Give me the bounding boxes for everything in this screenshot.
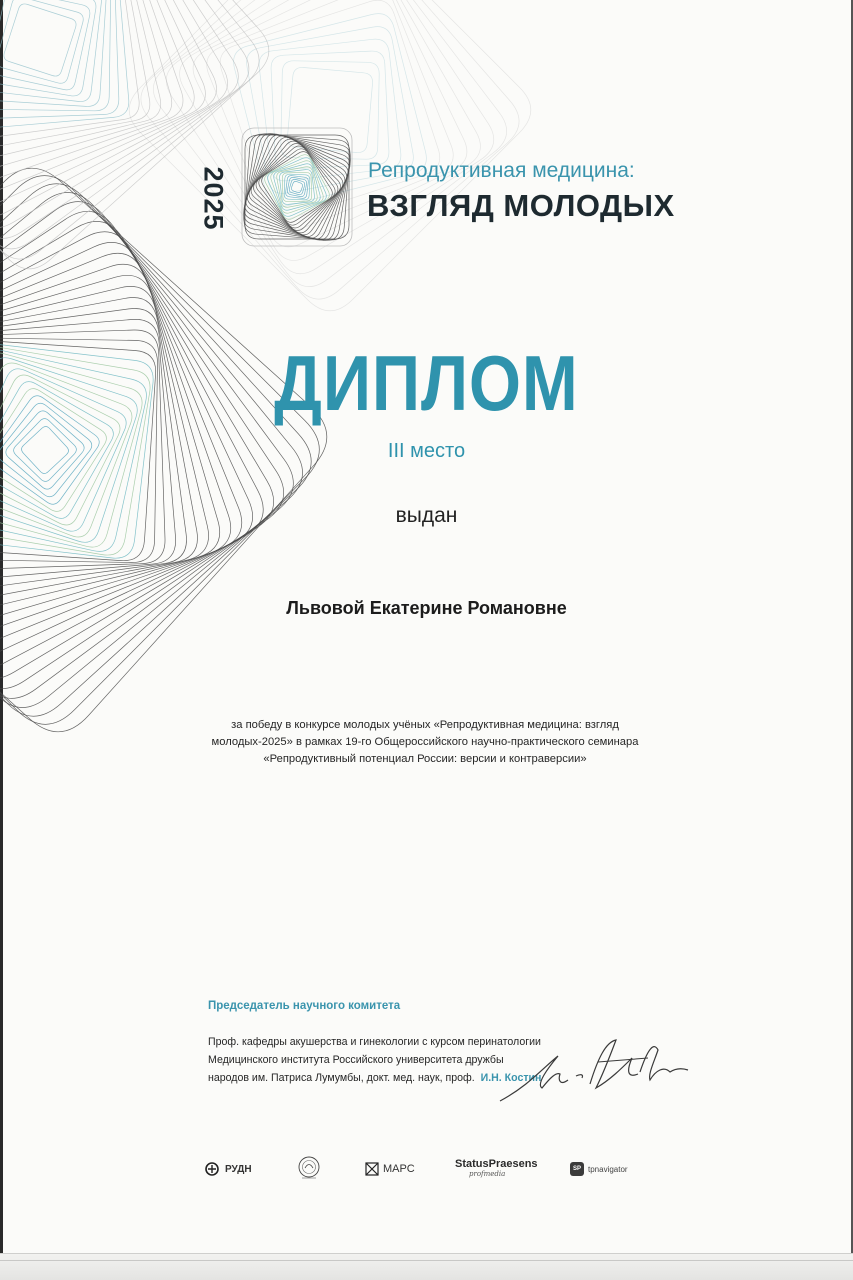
partner-mars: МАРС [365, 1162, 415, 1176]
conference-subtitle: Репродуктивная медицина: [368, 159, 635, 182]
square-vortex-icon [240, 126, 354, 248]
description-line: молодых-2025» в рамках 19-го Общероссийского научно-практического семинара [211, 736, 639, 748]
tpnavigator-logo-icon: SP [570, 1162, 584, 1176]
credential-line: народов им. Патриса Лумумбы, докт. мед. наук, проф. И.Н. Костин [208, 1072, 542, 1084]
rudn-logo-icon [205, 1162, 221, 1176]
recipient-name: Львовой Екатерине Романовне [286, 598, 567, 618]
round-emblem-icon [297, 1155, 321, 1181]
conference-year: 2025 [198, 165, 229, 231]
description-line: за победу в конкурсе молодых учёных «Репродуктивная медицина: взгляд [231, 719, 619, 731]
handwritten-signature [498, 1028, 698, 1108]
mars-logo-icon [365, 1162, 379, 1176]
page-left-edge [0, 0, 3, 1280]
partner-logos [205, 1152, 655, 1188]
signatory-role: Председатель научного комитета [208, 1000, 401, 1012]
award-place: III место [387, 440, 466, 462]
credential-line: Медицинского института Российского университета дружбы [208, 1054, 504, 1066]
partner-tpnavigator: SP tpnavigator [570, 1162, 628, 1176]
page-bottom-edge [0, 1253, 853, 1280]
diploma-heading: ДИПЛОМ [274, 339, 579, 427]
description-line: «Репродуктивный потенциал России: версии и контраверсии» [263, 753, 587, 765]
partner-rudn: РУДН [205, 1162, 252, 1176]
award-description [190, 717, 660, 768]
conference-title: ВЗГЛЯД МОЛОДЫХ [367, 188, 675, 223]
credential-line: Проф. кафедры акушерства и гинекологии с курсом перинатологии [208, 1036, 541, 1048]
signatory-credentials [208, 1033, 541, 1087]
partner-statuspraesens: StatusPraesens profmedia [455, 1158, 538, 1178]
partner-emblem [297, 1155, 321, 1181]
signatory-name: И.Н. Костин [480, 1072, 542, 1084]
issued-label: выдан [395, 504, 458, 527]
